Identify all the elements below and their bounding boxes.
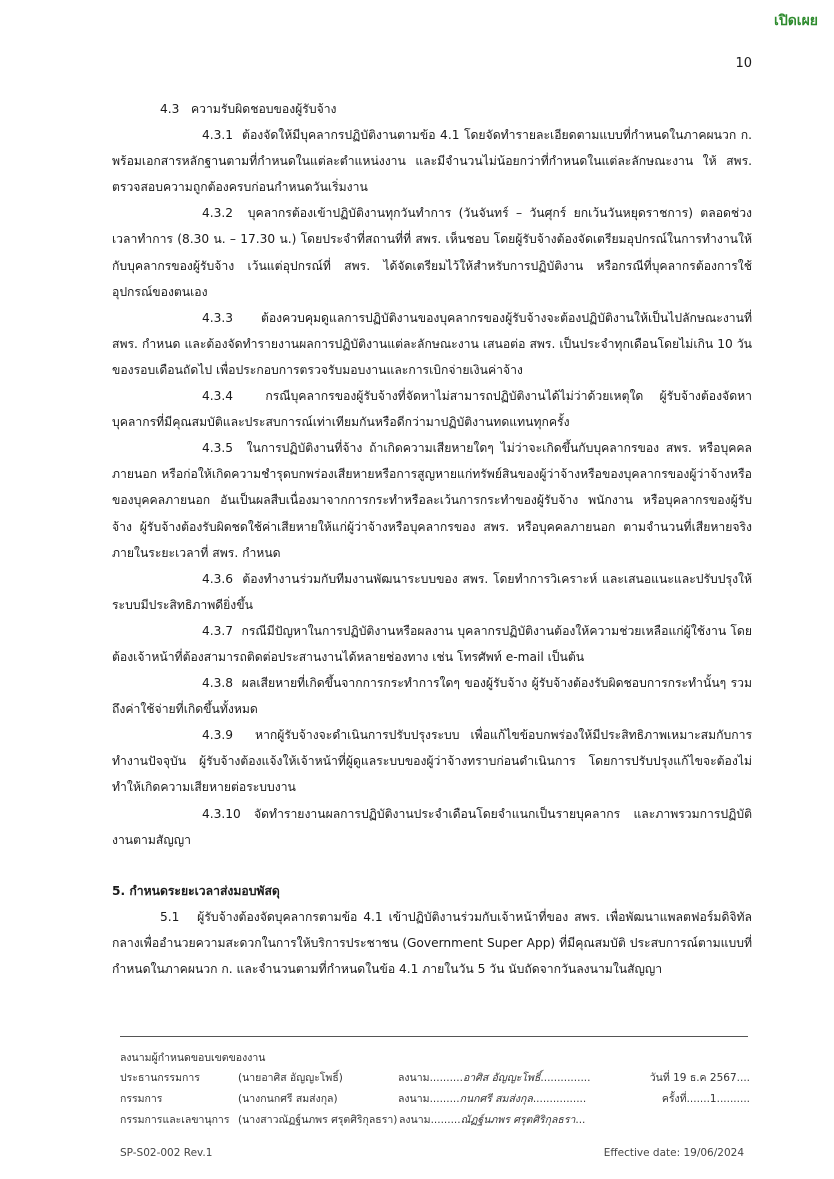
item-4-3-5: 4.3.5 ในการปฏิบัติงานที่จ้าง ถ้าเกิดความเสียหายใดๆ ไม่ว่าจะเกิดขึ้นกับบุคลากรของ สพร. หรือบุคคลภายนอก หรือก่อให้เกิดความชำรุดบกพร่องเสียหายหรือการสูญหายแก่ทรัพย์สินของผู้ว่าจ้างหรือของบุคลากรของผู้ว่าจ้างหรือของบุคคลภายนอก อันเป็นผลสืบเนื่องมาจากการกระทำหรือละเว้นการกระทำของผู้รับจ้าง พนักงาน หรือบุคลากรของผู้รับจ้าง ผู้รับจ้างต้องรับผิดชดใช้ค่าเสียหายให้แก่ผู้ว่าจ้างหรือบุคลากรของ สพร. หรือบุคคลภายนอก ตามจำนวนที่เสียหายจริง ภายในระยะเวลาที่ สพร. กำหนด xyxy=(112,441,752,560)
sign-dots-lead: ......... xyxy=(429,1093,460,1105)
document-body xyxy=(112,96,752,982)
sign-dots-lead: ......... xyxy=(430,1114,461,1126)
signer-name: (นางกนกศรี สมส่งกุล) xyxy=(238,1093,338,1105)
signature-block-title: ลงนามผู้กำหนดขอบเขตของงาน xyxy=(120,1052,266,1064)
sign-dots-trail: ............... xyxy=(540,1072,591,1084)
signature-field xyxy=(398,1068,590,1089)
sign-dots-trail: ... xyxy=(575,1114,586,1126)
handwritten-signature: กนกศรี สมส่งกุล xyxy=(459,1093,533,1105)
sign-date: วันที่ 19 ธ.ค 2567.... xyxy=(649,1072,750,1084)
section-4-3-heading: 4.3 ความรับผิดชอบของผู้รับจ้าง xyxy=(160,102,337,116)
sign-dots-trail: ................ xyxy=(532,1093,587,1105)
signature-row-secretary xyxy=(120,1110,760,1131)
signature-row-chair xyxy=(120,1068,760,1089)
item-4-3-4: 4.3.4 กรณีบุคลากรของผู้รับจ้างที่จัดหาไม่สามารถปฏิบัติงานได้ไม่ว่าด้วยเหตุใด ผู้รับจ้างต้องจัดหาบุคลากรที่มีคุณสมบัติและประสบการณ์เท่าเทียมกันหรือดีกว่ามาปฏิบัติงานทดแทนทุกครั้ง xyxy=(112,389,752,430)
item-4-3-9: 4.3.9 หากผู้รับจ้างจะดำเนินการปรับปรุงระบบ เพื่อแก้ไขข้อบกพร่องให้มีประสิทธิภาพเหมาะสมกับการทำงานปัจจุบัน ผู้รับจ้างต้องแจ้งให้เจ้าหน้าที่ผู้ดูแลระบบของผู้ว่าจ้างทราบก่อนดำเนินการ โดยการปรับปรุงแก้ไขจะต้องไม่ทำให้เกิดความเสียหายต่อระบบงาน xyxy=(112,728,752,795)
item-4-3-6: 4.3.6 ต้องทำงานร่วมกับทีมงานพัฒนาระบบของ สพร. โดยทำการวิเคราะห์ และเสนอแนะและปรับปรุงให้ระบบมีประสิทธิภาพดียิ่งขึ้น xyxy=(112,571,752,612)
disclosure-label: เปิดเผย xyxy=(774,13,818,29)
item-4-3-10: 4.3.10 จัดทำรายงานผลการปฏิบัติงานประจำเดือนโดยจำแนกเป็นรายบุคลากร และภาพรวมการปฏิบัติงานตามสัญญา xyxy=(112,806,752,847)
signature-row-member xyxy=(120,1089,760,1110)
signature-block xyxy=(120,1049,760,1131)
item-4-3-3: 4.3.3 ต้องควบคุมดูแลการปฏิบัติงานของบุคลากรของผู้รับจ้างจะต้องปฏิบัติงานให้เป็นไปลักษณะงานที่ สพร. กำหนด และต้องจัดทำรายงานผลการปฏิบัติงานแต่ละลักษณะงาน เสนอต่อ สพร. เป็นประจำทุกเดือนโดยไม่เกิน 10 วัน ของรอบเดือนถัดไป เพื่อประกอบการตรวจรับมอบงานและการเบิกจ่ายเงินค่าจ้าง xyxy=(112,310,752,377)
handwritten-signature: ณัฏฐ์นภพร ศรุตศิริกุลธรา xyxy=(460,1114,576,1126)
signer-name: (นายอาศิส อัญญะโพธิ์) xyxy=(238,1072,343,1084)
signer-role: กรรมการและเลขานุการ xyxy=(120,1114,230,1126)
handwritten-signature: อาศิส อัญญะโพธิ์ xyxy=(462,1072,541,1084)
signer-name: (นางสาวณัฏฐ์นภพร ศรุตศิริกุลธรา) xyxy=(238,1114,398,1126)
signer-role: กรรมการ xyxy=(120,1093,163,1105)
effective-date: Effective date: 19/06/2024 xyxy=(603,1147,744,1159)
sign-prefix: ลงนาม xyxy=(399,1114,431,1126)
item-4-3-1: 4.3.1 ต้องจัดให้มีบุคลากรปฏิบัติงานตามข้อ 4.1 โดยจัดทำรายละเอียดตามแบบที่กำหนดในภาคผนวก ก. พร้อมเอกสารหลักฐานตามที่กำหนดในแต่ละตำแหน่งงาน และมีจำนวนไม่น้อยกว่าที่กำหนดในแต่ละลักษณะงาน ให้ สพร. ตรวจสอบความถูกต้องครบก่อนกำหนดวันเริ่มงาน xyxy=(112,128,752,195)
document-code: SP-S02-002 Rev.1 xyxy=(120,1147,213,1159)
item-5-1: 5.1 ผู้รับจ้างต้องจัดบุคลากรตามข้อ 4.1 เข้าปฏิบัติงานร่วมกับเจ้าหน้าที่ของ สพร. เพื่อพัฒนาแพลตฟอร์มดิจิทัลกลางเพื่ออำนวยความสะดวกในการให้บริการประชาชน (Government Super App) ที่มีคุณสมบัติ ประสบการณ์ตามแบบที่กำหนดในภาคผนวก ก. และจำนวนตามที่กำหนดในข้อ 4.1 ภายในวัน 5 วัน นับถัดจากวันลงนามในสัญญา xyxy=(112,909,752,976)
page-number: 10 xyxy=(735,56,752,71)
sign-dots-lead: .......... xyxy=(429,1072,463,1084)
item-4-3-7: 4.3.7 กรณีมีปัญหาในการปฏิบัติงานหรือผลงาน บุคลากรปฏิบัติงานต้องให้ความช่วยเหลือแก่ผู้ใช้งาน โดยต้องเจ้าหน้าที่ต้องสามารถติดต่อประสานงานได้หลายช่องทาง เช่น โทรศัพท์ e-mail เป็นต้น xyxy=(112,623,752,664)
item-4-3-8: 4.3.8 ผลเสียหายที่เกิดขึ้นจากการกระทำการใดๆ ของผู้รับจ้าง ผู้รับจ้างต้องรับผิดชอบการกระทำนั้นๆ รวมถึงค่าใช้จ่ายที่เกิดขึ้นทั้งหมด xyxy=(112,676,752,717)
item-4-3-2: 4.3.2 บุคลากรต้องเข้าปฏิบัติงานทุกวันทำการ (วันจันทร์ – วันศุกร์ ยกเว้นวันหยุดราชการ) ตลอดช่วงเวลาทำการ (8.30 น. – 17.30 น.) โดยประจำที่สถานที่ที่ สพร. เห็นชอบ โดยผู้รับจ้างต้องจัดเตรียมอุปกรณ์ในการทำงานให้กับบุคลากรของผู้รับจ้าง เว้นแต่อุปกรณ์ที่ สพร. ได้จัดเตรียมไว้ให้สำหรับการปฏิบัติงาน หรือกรณีที่บุคลากรต้องการใช้อุปกรณ์ของตนเอง xyxy=(112,206,752,299)
signature-divider xyxy=(120,1036,748,1037)
sign-prefix: ลงนาม xyxy=(398,1072,430,1084)
sign-prefix: ลงนาม xyxy=(398,1093,430,1105)
revision-count: ครั้งที่.......1.......... xyxy=(661,1093,750,1105)
signature-field xyxy=(399,1110,585,1131)
signature-field xyxy=(398,1089,586,1110)
signer-role: ประธานกรรมการ xyxy=(120,1072,200,1084)
section-5-heading: 5. กำหนดระยะเวลาส่งมอบพัสดุ xyxy=(112,883,280,898)
